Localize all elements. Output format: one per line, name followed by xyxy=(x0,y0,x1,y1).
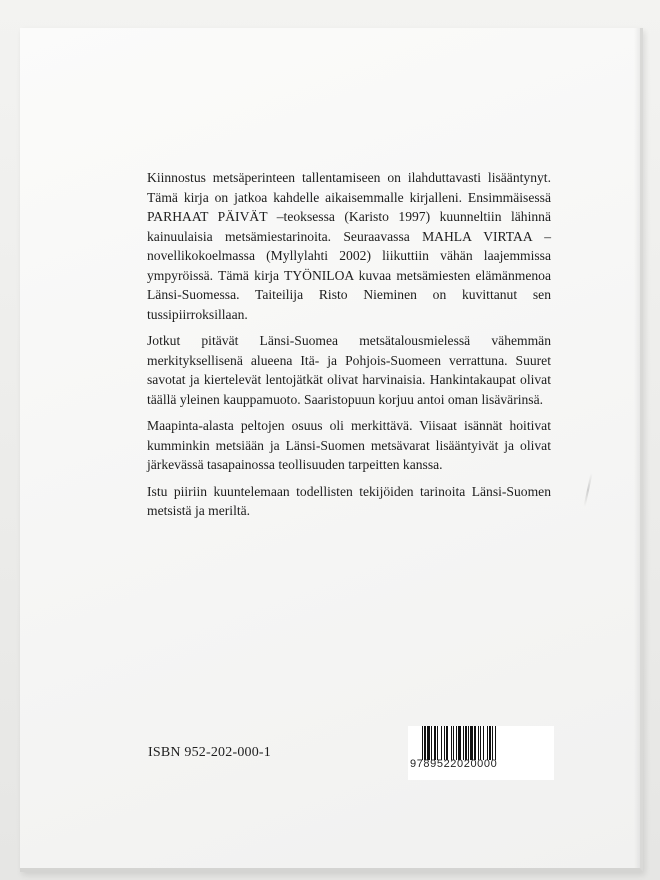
blurb-paragraph-2: Jotkut pitävät Länsi-Suomea metsätalousmielessä vähemmän merkityksellisenä alueena Itä- ja Pohjois-Suomeen verrattuna. Suuret savotat ja kiertelevät lentojätkät olivat harvinaisia. Hankintakaupat olivat täällä yleinen kauppamuoto. Saaristopuun korjuu antoi oman lisävärinsä. xyxy=(147,333,551,407)
barcode-bar xyxy=(489,726,491,760)
barcode-bar xyxy=(487,726,488,760)
barcode-digits: 9789522020000 xyxy=(410,758,498,770)
isbn-text: ISBN 952-202-000-1 xyxy=(148,745,271,760)
barcode-bar xyxy=(480,726,481,760)
barcode-bar xyxy=(453,726,454,760)
barcode-bar xyxy=(451,726,452,760)
barcode-bar xyxy=(434,726,436,760)
barcode-bar xyxy=(470,726,473,760)
barcode-bar xyxy=(463,726,464,760)
barcode-bar xyxy=(427,726,430,760)
blurb-paragraph-3: Maapinta-alasta peltojen osuus oli merkittävä. Viisaat isännät hoitivat kumminkin metsiään ja Länsi-Suomen metsävarat lisääntyivät ja olivat järkevässä tasapainossa teollisuuden tarpeitten kanssa. xyxy=(147,418,551,472)
barcode-bar xyxy=(492,726,493,760)
barcode-bar xyxy=(431,726,432,760)
barcode-bar xyxy=(483,726,484,760)
blurb-text xyxy=(147,168,551,528)
barcode xyxy=(408,726,554,780)
surface-scratch xyxy=(583,473,592,507)
barcode-bar xyxy=(458,726,461,760)
cover-edge-shadow xyxy=(634,28,640,868)
blurb-paragraph-1: Kiinnostus metsäperinteen tallentamiseen on ilahduttavasti lisääntynyt. Tämä kirja on jatkoa kahdelle aikaisemmalle kirjalleni. Ensimmäisessä PARHAAT PÄIVÄT –teoksessa (Karisto 1997) kuunneltiin lähinnä kainuulaisia metsämiestarinoita. Seuraavassa MAHLA VIRTAA –novellikokoelmassa (Myllylahti 2002) liikuttiin vähän laajemmissa ympyröissä. Tämä kirja TYÖNILOA kuvaa metsämiesten elämänmenoa Länsi-Suomessa. Taiteilija Risto Nieminen on kuvittanut sen tussipiirroksillaan. xyxy=(147,170,551,322)
barcode-bar xyxy=(478,726,479,760)
barcode-bar xyxy=(468,726,469,760)
barcode-bar xyxy=(422,726,423,760)
barcode-bar xyxy=(444,726,445,760)
barcode-bar xyxy=(446,726,448,760)
barcode-bar xyxy=(465,726,467,760)
barcode-bar xyxy=(495,726,496,760)
barcode-bar xyxy=(474,726,476,760)
book-back-cover xyxy=(20,28,643,872)
barcode-bar xyxy=(456,726,457,760)
barcode-bar xyxy=(441,726,442,760)
barcode-bar xyxy=(424,726,426,760)
barcode-bars xyxy=(422,726,552,760)
barcode-bar xyxy=(437,726,438,760)
blurb-paragraph-4: Istu piiriin kuuntelemaan todellisten tekijöiden tarinoita Länsi-Suomen metsistä ja meriltä. xyxy=(147,483,551,518)
